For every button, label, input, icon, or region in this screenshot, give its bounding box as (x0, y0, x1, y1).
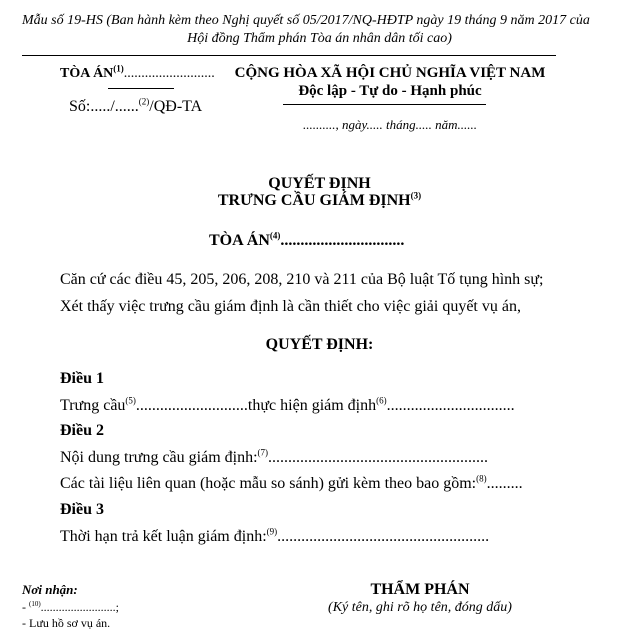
footnote-5: (5) (125, 395, 136, 406)
article-3-dots: ..................................................... (277, 528, 490, 545)
article-2-attachments-text: Các tài liệu liên quan (hoặc mẫu so sánh) gửi kèm theo bao gồm: (60, 475, 477, 492)
footnote-6: (6) (376, 395, 387, 406)
article-2-heading: Điều 2 (60, 422, 104, 439)
decision-number (69, 98, 202, 116)
article-3-heading: Điều 3 (60, 501, 104, 518)
article-1-dots-a: ............................ (135, 397, 248, 414)
date-line: .........., ngày..... tháng..... năm...... (302, 117, 478, 132)
article-2-attachments-line (60, 475, 523, 493)
motto-underline (283, 104, 486, 105)
recipients-heading: Nơi nhận: (22, 582, 78, 597)
footnote-9: (9) (266, 526, 278, 537)
form-header-note-line1: Mẫu số 19-HS (Ban hành kèm theo Nghị quyết số 05/2017/NQ-HĐTP ngày 19 tháng 9 năm 2017 của (22, 13, 590, 28)
preamble-consideration: Xét thấy việc trưng cầu giám định là cần thiết cho việc giải quyết vụ án, (60, 298, 521, 315)
header-divider (22, 55, 556, 56)
republic-motto: Độc lập - Tự do - Hạnh phúc (298, 83, 482, 99)
footnote-1: (1) (113, 63, 124, 74)
article-1-heading: Điều 1 (60, 370, 104, 387)
recipient-item-2: - Lưu hồ sơ vụ án. (22, 616, 111, 630)
decision-heading: QUYẾT ĐỊNH: (265, 336, 374, 353)
decision-number-prefix: Số:...../...... (69, 98, 139, 115)
issuing-court-dots: ............................... (280, 232, 405, 249)
article-1-dots-b: ................................ (386, 397, 515, 414)
footnote-2: (2) (138, 96, 150, 107)
article-1-text-b: thực hiện giám định (247, 397, 377, 414)
footnote-10: (10) (29, 600, 41, 608)
recipient-item-1-dots: .........................; (40, 600, 120, 614)
recipient-item-1 (22, 600, 119, 615)
document-title: QUYẾT ĐỊNH (268, 175, 371, 192)
article-1-content (60, 397, 515, 415)
republic-name: CỘNG HÒA XÃ HỘI CHỦ NGHĨA VIỆT NAM (234, 65, 546, 81)
court-name-field (60, 63, 215, 82)
document-subtitle (0, 192, 639, 210)
article-2-content-line (60, 449, 488, 467)
document-subtitle-text: TRƯNG CẦU GIÁM ĐỊNH (217, 192, 411, 209)
article-3-text: Thời hạn trả kết luận giám định: (60, 528, 267, 545)
article-2-attachments-dots: ......... (486, 475, 523, 492)
footnote-3: (3) (410, 190, 422, 201)
court-underline (108, 88, 174, 89)
decision-number-suffix: /QĐ-TA (149, 98, 203, 115)
issuing-court-line (209, 232, 404, 250)
recipient-item-1-prefix: - (22, 600, 29, 614)
preamble-legal-basis: Căn cứ các điều 45, 205, 206, 208, 210 và 211 của Bộ luật Tố tụng hình sự; (60, 271, 544, 288)
article-2-content-text: Nội dung trưng cầu giám định: (60, 449, 258, 466)
article-2-content-dots: ....................................................... (268, 449, 489, 466)
article-1-text-a: Trưng cầu (60, 397, 126, 414)
signature-instruction: (Ký tên, ghi rõ họ tên, đóng dấu) (328, 600, 512, 615)
footnote-8: (8) (476, 473, 487, 484)
court-dots: .......................... (123, 66, 215, 81)
footnote-7: (7) (257, 447, 269, 458)
article-3-content (60, 528, 489, 546)
footnote-4: (4) (269, 230, 281, 241)
issuing-court-label: TÒA ÁN (209, 232, 270, 249)
court-label: TÒA ÁN (60, 66, 114, 81)
form-header-note-line2: Hội đồng Thẩm phán Tòa án nhân dân tối cao) (187, 31, 452, 46)
signature-title: THẨM PHÁN (370, 581, 470, 598)
